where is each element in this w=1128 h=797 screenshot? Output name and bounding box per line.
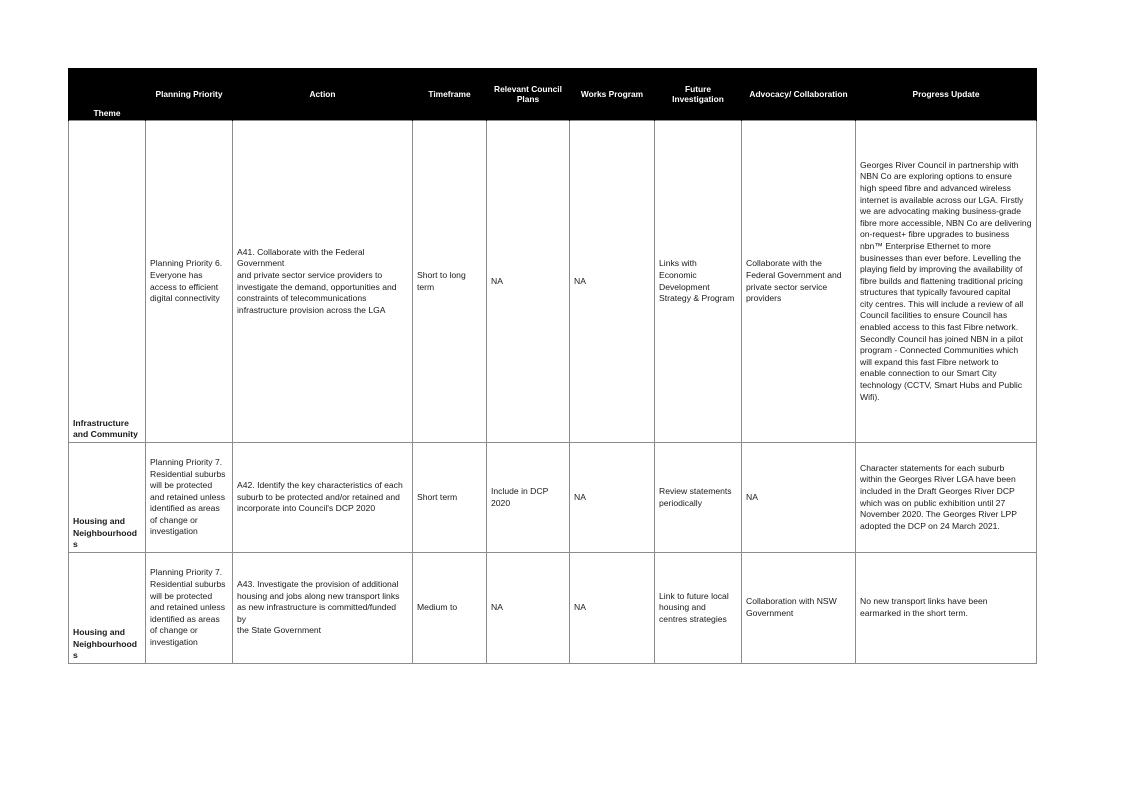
- advocacy-cell: Collaboration with NSW Government: [742, 553, 856, 664]
- advocacy-cell: NA: [742, 443, 856, 553]
- works-program-cell: NA: [570, 553, 655, 664]
- progress-update-cell: No new transport links have been earmarked in the short term.: [856, 553, 1037, 664]
- header-progress-update: Progress Update: [856, 68, 1037, 121]
- timeframe-cell: Medium to: [413, 553, 487, 664]
- planning-priority-cell: Planning Priority 7. Residential suburbs will be protected and retained unless identified as areas of change or investigation: [146, 553, 233, 664]
- works-program-cell: NA: [570, 121, 655, 443]
- header-advocacy-collaboration: Advocacy/ Collaboration: [742, 68, 856, 121]
- planning-priority-cell: Planning Priority 6. Everyone has access to efficient digital connectivity: [146, 121, 233, 443]
- timeframe-cell: Short term: [413, 443, 487, 553]
- action-cell: A43. Investigate the provision of additional housing and jobs along new transport links as new infrastructure is committed/funded by the State Government: [233, 553, 413, 664]
- header-row: [69, 68, 1037, 121]
- timeframe-cell: Short to long term: [413, 121, 487, 443]
- council-plans-cell: Include in DCP 2020: [487, 443, 570, 553]
- future-investigation-cell: Link to future local housing and centres strategies: [655, 553, 742, 664]
- planning-priority-cell: Planning Priority 7. Residential suburbs will be protected and retained unless identified as areas of change or investigation: [146, 443, 233, 553]
- header-action: Action: [233, 68, 413, 121]
- header-future-investigation: Future Investigation: [655, 68, 742, 121]
- planning-priorities-table: [68, 68, 1037, 664]
- header-works-program: Works Program: [570, 68, 655, 121]
- action-cell: A41. Collaborate with the Federal Government and private sector service providers to investigate the demand, opportunities and constraints of telecommunications infrastructure provision across the LGA: [233, 121, 413, 443]
- future-investigation-cell: Review statements periodically: [655, 443, 742, 553]
- header-theme: Theme: [69, 68, 146, 121]
- theme-cell: Housing and Neighbourhoods: [69, 443, 146, 553]
- table-row: [69, 553, 1037, 664]
- council-plans-cell: NA: [487, 553, 570, 664]
- advocacy-cell: Collaborate with the Federal Government and private sector service providers: [742, 121, 856, 443]
- theme-cell: Infrastructure and Community: [69, 121, 146, 443]
- progress-update-cell: Character statements for each suburb within the Georges River LGA have been included in the Draft Georges River DCP which was on public exhibition until 27 November 2020. The Georges River LPP adopted the DCP on 24 March 2021.: [856, 443, 1037, 553]
- table-row: [69, 443, 1037, 553]
- council-plans-cell: NA: [487, 121, 570, 443]
- header-timeframe: Timeframe: [413, 68, 487, 121]
- table-row: [69, 121, 1037, 443]
- future-investigation-cell: Links with Economic Development Strategy & Program: [655, 121, 742, 443]
- header-planning-priority: Planning Priority: [146, 68, 233, 121]
- header-relevant-council-plans: Relevant Council Plans: [487, 68, 570, 121]
- progress-update-cell: Georges River Council in partnership with NBN Co are exploring options to ensure high speed fibre and advanced wireless internet is available across our LGA. Firstly we are advocating making business-grade fibre more accessible, NBN Co are delivering on-request+ fibre upgrades to business nbn™ Enterprise Ethernet to more businesses than ever before. Levelling the playing field by improving the availability of fibre builds and flattening traditional pricing structures that typically favoured capital city centres. This will include a review of all Council facilities to ensure Council has enabled access to this fast Fibre network. Secondly Council has joined NBN in a pilot program - Connected Communities which will expand this fast Fibre network to enable connection to our Smart City technology (CCTV, Smart Hubs and Public Wifi).: [856, 121, 1037, 443]
- action-cell: A42. Identify the key characteristics of each suburb to be protected and/or retained and incorporate into Council's DCP 2020: [233, 443, 413, 553]
- works-program-cell: NA: [570, 443, 655, 553]
- theme-cell: Housing and Neighbourhoods: [69, 553, 146, 664]
